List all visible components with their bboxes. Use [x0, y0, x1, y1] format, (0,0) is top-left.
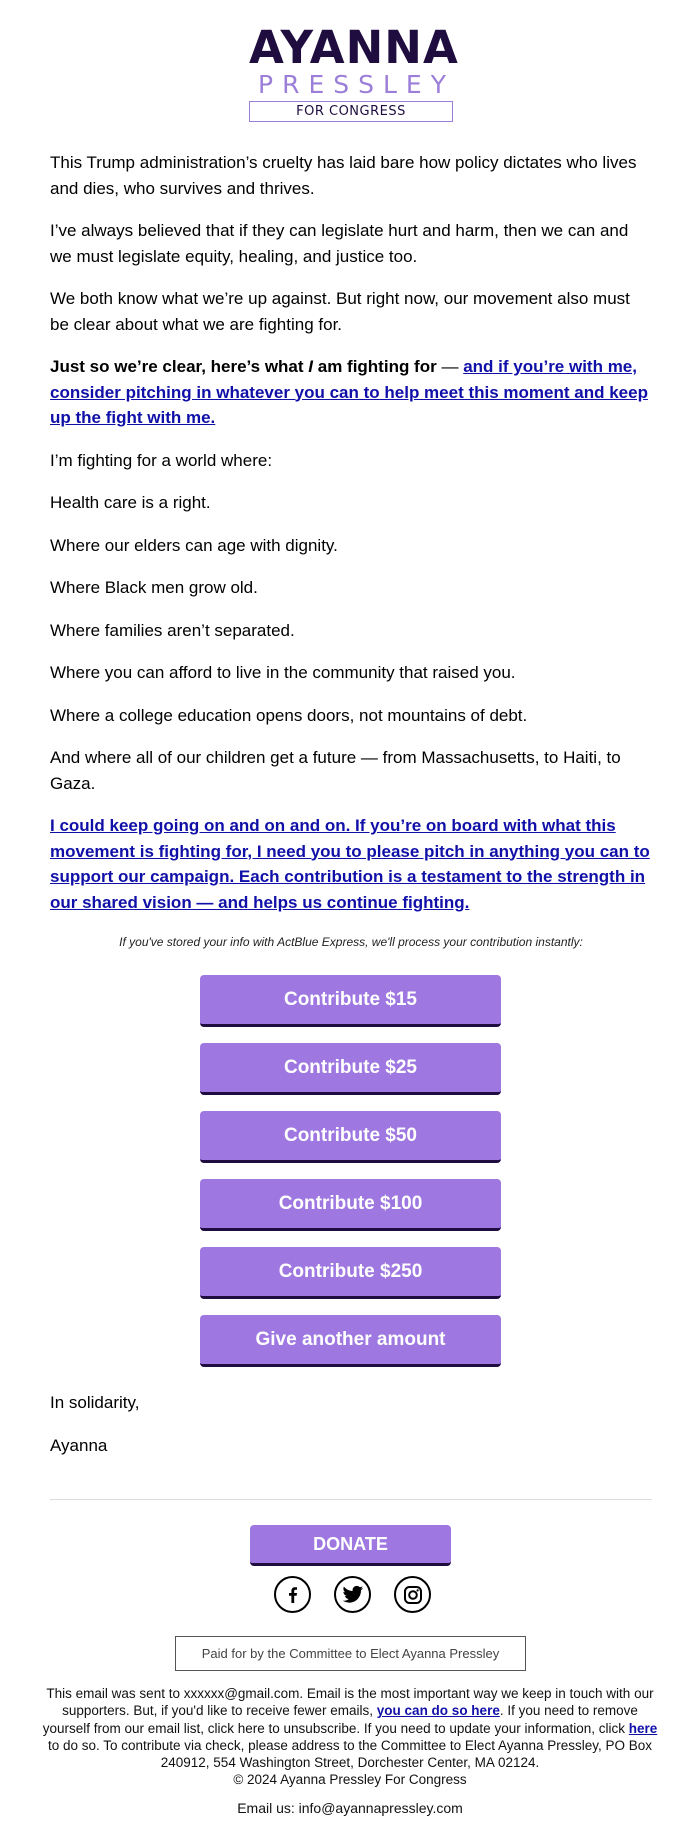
paid-for-disclaimer: Paid for by the Committee to Elect Ayanna Pressley [175, 1636, 526, 1671]
footer-text: This email was sent to xxxxxx@gmail.com. Email is the most important way we keep in touch with our supporters. But, if you'd like to receive fewer emails, you can do so here. If you need to remove yourself from our email list, click here to unsubscribe. If you need to update your information, click here to do so. To contribute via check, please address to the Committee to Elect Ayanna Pressley, PO Box 240912, 554 Washington Street, Dorchester Center, MA 02124. © 2024 Ayanna Pressley For Congress [40, 1685, 660, 1789]
logo-name: AYANNA [249, 21, 459, 74]
logo-surname: PRESSLEY [258, 70, 455, 99]
pitch-in-link[interactable]: and if you’re with me, consider pitching in whatever you can to help meet this moment and keep up the fight with me. [50, 357, 648, 427]
paragraph-2: I’ve always believed that if they can legislate hurt and harm, then we can and we must legislate equity, healing, and justice too. [50, 221, 629, 266]
signoff [50, 1390, 139, 1476]
social-links [272, 1576, 432, 1614]
paragraph-13 [50, 813, 652, 915]
paragraph-11: Where a college education opens doors, not mountains of debt. [50, 705, 528, 725]
logo-tagline: FOR CONGRESS [249, 101, 453, 122]
paragraph-8: Where Black men grow old. [50, 578, 258, 597]
facebook-icon[interactable] [274, 1576, 311, 1613]
signoff-name: Ayanna [50, 1436, 108, 1455]
contact-email: Email us: info@ayannapressley.com [237, 1800, 463, 1816]
contribute-250-button[interactable]: Contribute $250 [200, 1247, 501, 1299]
campaign-logo [249, 21, 459, 122]
paragraph-5: I’m fighting for a world where: [50, 450, 273, 470]
paragraph-1: This Trump administration’s cruelty has laid bare how policy dictates who lives and dies, who survives and thrives. [50, 153, 637, 198]
contribute-25-button[interactable]: Contribute $25 [200, 1043, 501, 1095]
paragraph-3: We both know what we’re up against. But right now, our movement also must be clear about what we are fighting for. [50, 289, 630, 334]
contribute-100-button[interactable]: Contribute $100 [200, 1179, 501, 1231]
signoff-closing: In solidarity, [50, 1393, 140, 1412]
paragraph-10: Where you can afford to live in the community that raised you. [50, 663, 516, 682]
paragraph-7: Where our elders can age with dignity. [50, 535, 338, 555]
email-body [50, 150, 652, 932]
contribute-50-button[interactable]: Contribute $50 [200, 1111, 501, 1163]
paragraph-12: And where all of our children get a future — from Massachusetts, to Haiti, to Gaza. [50, 748, 621, 793]
divider [50, 1499, 652, 1500]
contribute-15-button[interactable]: Contribute $15 [200, 975, 501, 1027]
paragraph-9: Where families aren’t separated. [50, 620, 295, 640]
instagram-icon[interactable] [394, 1576, 431, 1613]
support-campaign-link[interactable]: I could keep going on and on and on. If you’re on board with what this movement is fighting for, I need you to please pitch in anything you can to support our campaign. Each contribution is a testament to the strength in our shared vision — and helps us continue fighting. [50, 816, 650, 912]
donate-button[interactable]: DONATE [250, 1525, 451, 1566]
other-amount-button[interactable]: Give another amount [200, 1315, 501, 1367]
update-info-link[interactable]: here [628, 1720, 658, 1736]
copyright: © 2024 Ayanna Pressley For Congress [233, 1772, 467, 1788]
fewer-emails-link[interactable]: you can do so here [376, 1703, 500, 1719]
paragraph-4: Just so we’re clear, here’s what I am fighting for — and if you’re with me, consider pitching in whatever you can to help meet this moment and keep up the fight with me. [50, 357, 648, 427]
actblue-express-note: If you've stored your info with ActBlue Express, we'll process your contribution instantly: [119, 935, 583, 949]
twitter-icon[interactable] [334, 1576, 371, 1613]
fighting-for-lead: Just so we’re clear, here’s what I am fighting for [50, 357, 437, 376]
contribution-buttons [200, 975, 500, 1383]
paragraph-6: Health care is a right. [50, 493, 211, 512]
